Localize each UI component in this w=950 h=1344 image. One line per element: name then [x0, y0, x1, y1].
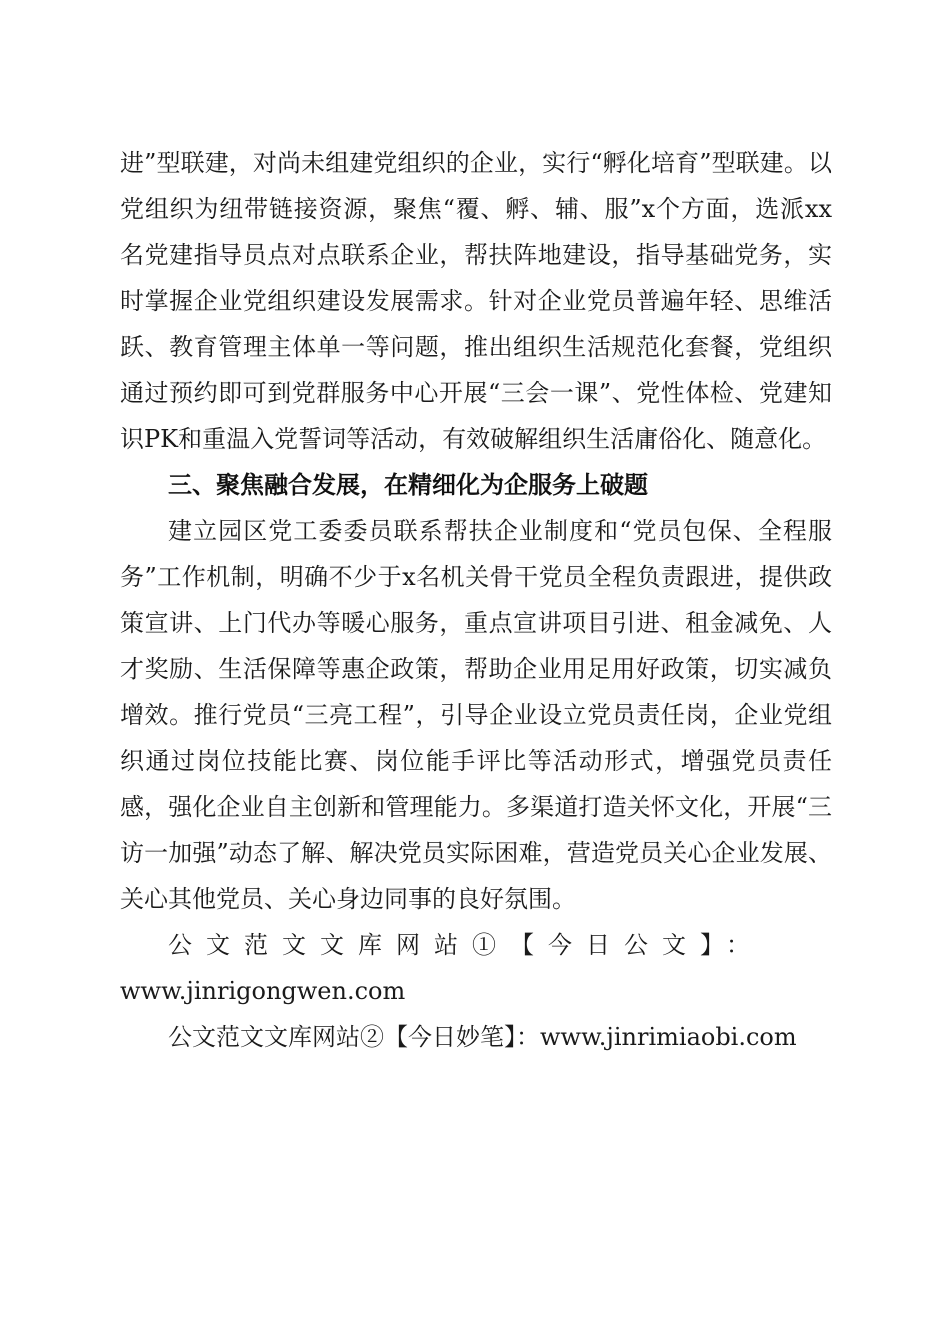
- document-body: [120, 140, 832, 1060]
- paragraph-continued: 进”型联建，对尚未组建党组织的企业，实行“孵化培育”型联建。以党组织为纽带链接资源，聚焦“覆、孵、辅、服”x个方面，选派xx名党建指导员点对点联系企业，帮扶阵地建设，指导基础党务，实时掌握企业党组织建设发展需求。针对企业党员普遍年轻、思维活跃、教育管理主体单一等问题，推出组织生活规范化套餐，党组织通过预约即可到党群服务中心开展“三会一课”、党性体检、党建知识PK和重温入党誓词等活动，有效破解组织生活庸俗化、随意化。: [120, 149, 832, 453]
- section-heading-three: 三、聚焦融合发展，在精细化为企服务上破题: [168, 471, 648, 499]
- footer-site-one-label: 公文范文文库网站①【今日公文】：: [168, 931, 764, 959]
- paragraph-section-three: 建立园区党工委委员联系帮扶企业制度和“党员包保、全程服务”工作机制，明确不少于x名机关骨干党员全程负责跟进，提供政策宣讲、上门代办等暖心服务，重点宣讲项目引进、租金减免、人才奖励、生活保障等惠企政策，帮助企业用足用好政策，切实减负增效。推行党员“三亮工程”，引导企业设立党员责任岗，企业党组织通过岗位技能比赛、岗位能手评比等活动形式，增强党员责任感，强化企业自主创新和管理能力。多渠道打造关怀文化，开展“三访一加强”动态了解、解决党员实际困难，营造党员关心企业发展、关心其他党员、关心身边同事的良好氛围。: [120, 517, 832, 913]
- footer-site-two: 公文范文文库网站②【今日妙笔】：www.jinrimiaobi.com: [168, 1023, 797, 1051]
- footer-site-one-url: www.jinrigongwen.com: [120, 977, 406, 1005]
